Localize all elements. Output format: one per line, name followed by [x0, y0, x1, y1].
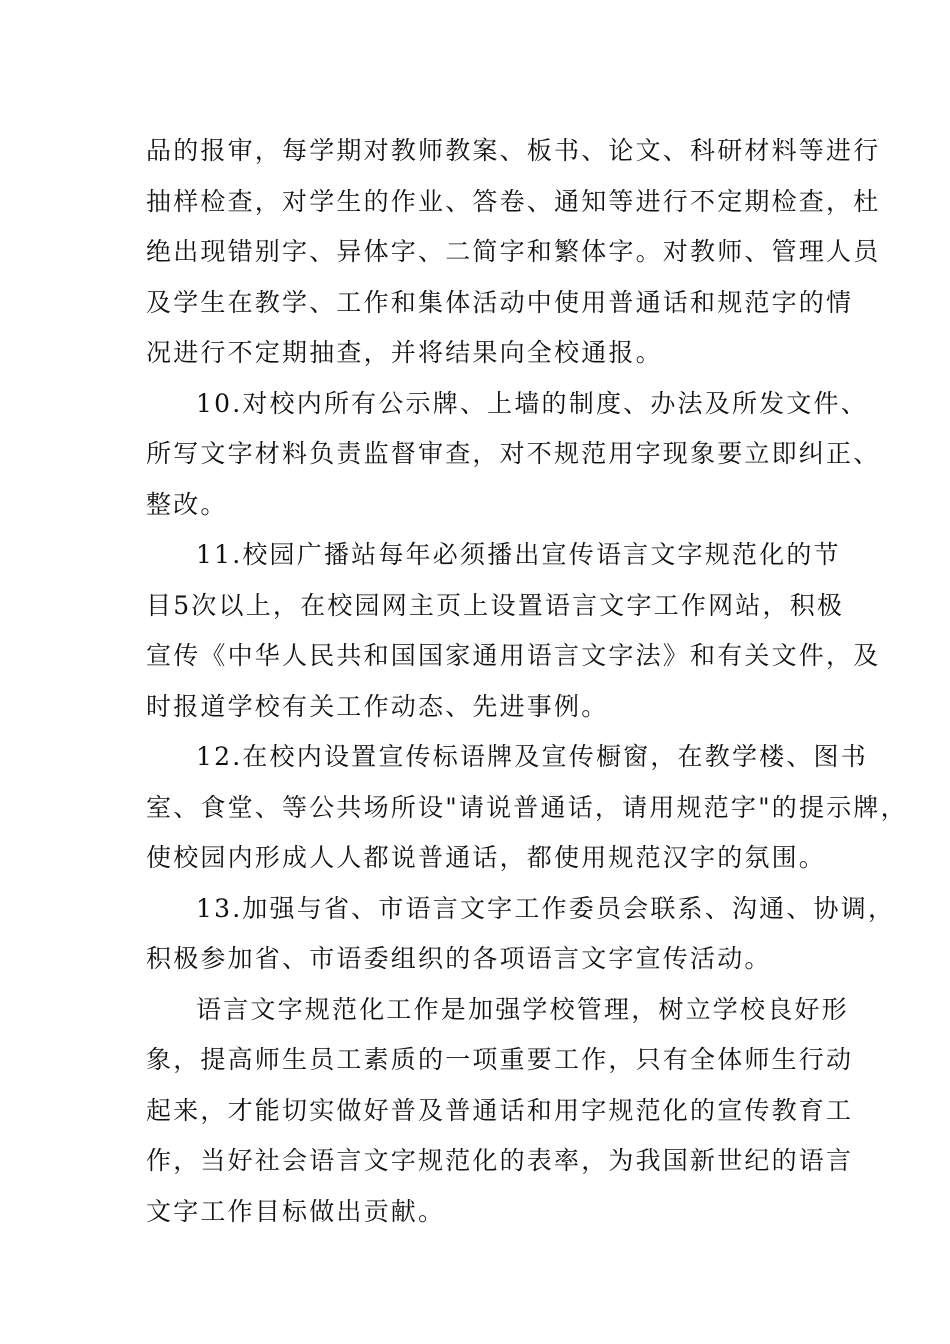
item-12-first-line: 12.在校内设置宣传标语牌及宣传橱窗，在教学楼、图书	[196, 742, 868, 771]
text-line: 起来，才能切实做好普及普通话和用字规范化的宣传教育工	[146, 1095, 854, 1125]
text-line: 抽样检查，对学生的作业、答卷、通知等进行不定期检查，杜	[146, 186, 881, 216]
item-11-first-line: 11.校园广播站每年必须播出宣传语言文字规范化的节	[196, 540, 841, 569]
text-line: 室、食堂、等公共场所设"请说普通话，请用规范字"的提示牌，	[146, 792, 908, 822]
text-line: 使校园内形成人人都说普通话，都使用规范汉字的氛围。	[146, 843, 827, 872]
text-line: 绝出现错别字、异体字、二简字和繁体字。对教师、管理人员	[146, 237, 881, 266]
item-10-first-line: 10.对校内所有公示牌、上墙的制度、办法及所发文件、	[196, 388, 868, 418]
text-line: 及学生在教学、工作和集体活动中使用普通话和规范字的情	[146, 287, 854, 317]
text-line: 象，提高师生员工素质的一项重要工作，只有全体师生行动	[146, 1045, 854, 1074]
document-body	[146, 130, 908, 1241]
text-line: 作，当好社会语言文字规范化的表率，为我国新世纪的语言	[146, 1146, 854, 1175]
text-line: 目5次以上，在校园网主页上设置语言文字工作网站，积极	[146, 590, 845, 620]
text-line: 况进行不定期抽查，并将结果向全校通报。	[146, 338, 663, 367]
text-line: 宣传《中华人民共和国国家通用语言文字法》和有关文件，及	[146, 641, 881, 670]
text-line: 时报道学校有关工作动态、先进事例。	[146, 691, 609, 721]
closing-paragraph-first-line: 语言文字规范化工作是加强学校管理，树立学校良好形	[196, 994, 849, 1024]
text-line: 文字工作目标做出贡献。	[146, 1196, 446, 1226]
text-line: 品的报审，每学期对教师教案、板书、论文、科研材料等进行	[146, 136, 881, 165]
text-line: 所写文字材料负责监督审查，对不规范用字现象要立即纠正、	[146, 439, 881, 468]
text-line: 整改。	[146, 489, 228, 519]
text-line: 积极参加省、市语委组织的各项语言文字宣传活动。	[146, 944, 772, 973]
item-13-first-line: 13.加强与省、市语言文字工作委员会联系、沟通、协调，	[196, 893, 896, 923]
